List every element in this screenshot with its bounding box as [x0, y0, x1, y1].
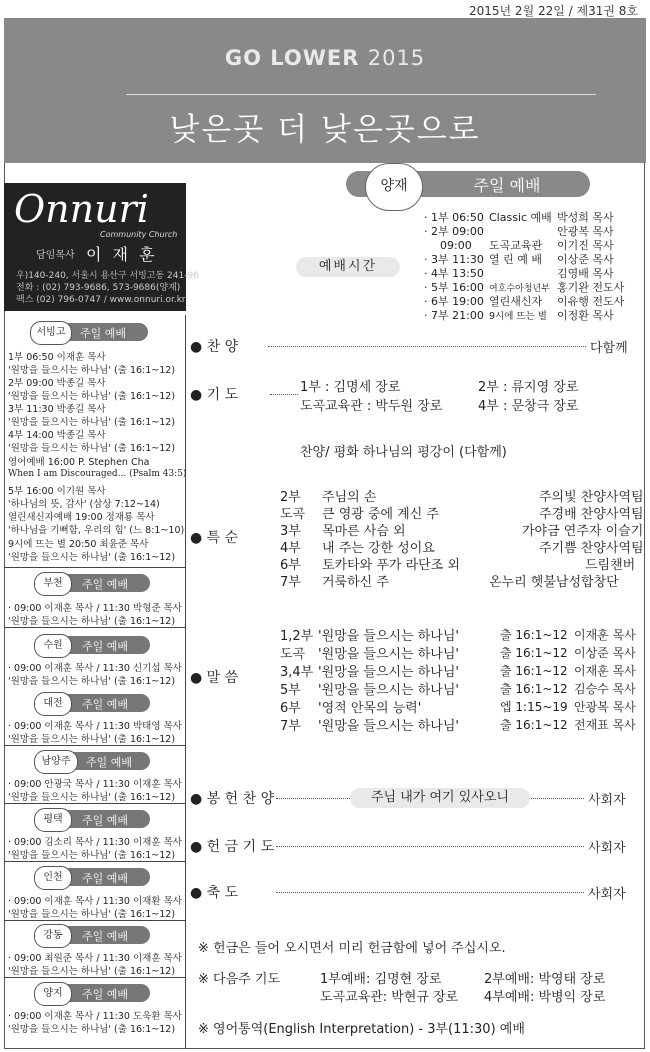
campus-title: 주일 예배: [82, 872, 129, 885]
campus-line: · 09:00 이재훈 목사 / 11:30 신기섭 목사: [8, 663, 182, 674]
time-row: · 2부 09:00 안광복 목사: [424, 225, 614, 238]
offering-song-title: 주님 내가 여기 있사오니: [350, 788, 530, 808]
sermon-preacher: 안광복 목사: [574, 700, 636, 714]
campus-location: 서빙고: [30, 321, 72, 345]
campus-location: 평택: [34, 808, 72, 832]
divider: [4, 803, 185, 804]
campus-line: 9시에 뜨는 별 20:50 최윤준 목사: [8, 539, 149, 550]
campus-line: '원망을 들으시는 하나님' (출 16:1~12): [8, 616, 176, 627]
special-part: 7부: [280, 575, 301, 590]
campus-line: '하나님을 기뻐함, 우리의 힘' (느 8:1~10): [8, 525, 185, 536]
english-interpretation-note: ※ 영어통역(English Interpretation) - 3부(11:30) 예배: [198, 1022, 525, 1037]
campus-line: · 09:00 이재훈 목사 / 11:30 이재환 목사: [8, 896, 182, 907]
prayer-item: 2부 : 류지영 장로: [478, 380, 579, 395]
issue-date: 2015년 2월 22일 / 제31권 8호: [468, 4, 638, 18]
divider: [4, 745, 185, 746]
sermon-title: '원망을 들으시는 하나님': [318, 665, 459, 680]
campus-line: '원망을 들으시는 하나님' (출 16:1~12): [8, 909, 176, 920]
banner-year: 2015: [367, 46, 426, 70]
special-performer: 온누리 헷불남성합창단: [489, 575, 619, 590]
next-prayer-item: 4부예배: 박병익 장로: [484, 990, 606, 1005]
campus-title: 주일 예배: [82, 930, 129, 943]
banner-kor-title: 낮은곳 더 낮은곳으로: [169, 112, 481, 148]
next-prayer-label: ※ 다음주 기도: [198, 972, 280, 987]
sermon-preacher: 이재훈 목사: [574, 628, 636, 642]
campus-line: '원망을 들으시는 하나님' (출 16:1~12): [8, 417, 176, 428]
divider: [4, 567, 185, 568]
prayer-item: 도곡교육관 : 박두원 장로: [300, 399, 443, 414]
campus-title: 주일 예배: [82, 578, 129, 591]
campus-line: · 09:00 안광국 목사 / 11:30 이재훈 목사: [8, 779, 182, 790]
campus-line: · 09:00 이재훈 목사 / 11:30 박형준 목사: [8, 603, 182, 614]
pastor-role: 담임목사: [36, 250, 75, 261]
campus-line: '원망을 들으시는 하나님' (출 16:1~12): [8, 365, 176, 376]
time-row: · 7부 21:00 9시에 뜨는 별 이정환 목사: [424, 309, 614, 322]
dotted-leader: [276, 846, 584, 847]
time-row: · 6부 19:00 열린새신자 이유행 전도사: [424, 295, 625, 308]
campus-location: 양지: [34, 982, 72, 1006]
church-logo-sub: Community Church: [100, 230, 178, 239]
special-title: 내 주는 강한 성이요: [322, 541, 435, 556]
special-label: ● 특 순: [190, 530, 239, 546]
sermon-title: '원망을 들으시는 하나님': [318, 719, 459, 734]
campus-line: · 09:00 김소리 목사 / 11:30 이재훈 목사: [8, 837, 182, 848]
sermon-title: '원망을 들으시는 하나님': [318, 683, 459, 698]
campus-line: '원망을 들으시는 하나님' (출 16:1~12): [8, 676, 176, 687]
campus-line: '원망을 들으시는 하나님' (출 16:1~12): [8, 1024, 176, 1035]
campus-title: 주일 예배: [82, 640, 129, 653]
special-part: 2부: [280, 490, 301, 505]
sermon-title: '영적 안목의 능력': [318, 701, 422, 716]
campus-line: '원망을 들으시는 하나님' (출 16:1~12): [8, 966, 176, 977]
offering-song-label: ● 봉 헌 찬 양: [190, 791, 275, 807]
special-performer: 주기쁨 찬양사역팀: [539, 541, 644, 556]
campus-title: 주일 예배: [82, 698, 129, 711]
special-part: 3부: [280, 524, 301, 539]
prayer-label: ● 기 도: [190, 387, 239, 403]
sermon-scripture: 출 16:1~12: [500, 646, 568, 660]
campus-line: '원망을 들으시는 하나님' (출 16:1~12): [8, 792, 176, 803]
time-row: · 1부 06:50 Classic 예배 박성희 목사: [424, 211, 614, 224]
banner: [4, 18, 646, 163]
time-row: · 4부 13:50 김영배 목사: [424, 267, 614, 280]
church-logo: Onnuri: [14, 187, 149, 231]
campus-line: · 09:00 이재훈 목사 / 11:30 도욱환 목사: [8, 1011, 182, 1022]
campus-line: 5부 16:00 이기원 목사: [8, 486, 106, 497]
yangjae-title: 주일 예배: [473, 176, 541, 195]
campus-location: 남양주: [34, 750, 78, 774]
praise-label: ● 찬 양: [190, 339, 239, 355]
special-performer: 주경배 찬양사역팀: [539, 507, 644, 522]
campus-line: · 09:00 최원준 목사 / 11:30 이재훈 목사: [8, 953, 182, 964]
campus-location: 수원: [34, 634, 72, 658]
campus-line: '원망을 들으시는 하나님' (출 16:1~12): [8, 443, 176, 454]
sermon-part: 3,4부: [280, 665, 314, 680]
sermon-scripture: 출 16:1~12: [500, 664, 568, 678]
campus-line: 1부 06:50 이재훈 목사: [8, 352, 106, 363]
benediction-leader: 사회자: [588, 887, 626, 902]
campus-line: '원망을 들으시는 하나님' (출 16:1~12): [8, 850, 176, 861]
dotted-leader: [276, 892, 584, 893]
sermon-preacher: 이재훈 목사: [574, 664, 636, 678]
church-phone: 전화 : (02) 793-9686, 573-9686(양재): [16, 283, 181, 293]
special-title: 거룩하신 주: [322, 575, 389, 590]
time-row: · 5부 16:00 여호수아청년부 홍기완 전도사: [424, 281, 625, 294]
special-part: 4부: [280, 541, 301, 556]
prayer-item: 4부 : 문창극 장로: [478, 399, 579, 414]
sermon-part: 1,2부: [280, 629, 314, 644]
sermon-scripture: 출 16:1~12: [500, 628, 568, 642]
yangjae-location: 양재: [380, 178, 408, 194]
campus-title: 주일 예배: [80, 327, 127, 340]
pastor-name: 이 재 훈: [86, 245, 158, 264]
campus-location: 인천: [34, 866, 72, 890]
campus-title: 주일 예배: [82, 814, 129, 827]
special-part: 도곡: [280, 507, 306, 522]
campus-line: 4부 14:00 박종길 목사: [8, 430, 106, 441]
time-row: 09:00 도곡교육관 이기진 목사: [440, 239, 614, 252]
campus-location: 강동: [34, 924, 72, 948]
offering-prayer-label: ● 헌 금 기 도: [190, 839, 275, 855]
sermon-title: '원망을 들으시는 하나님': [318, 647, 459, 662]
sermon-preacher: 전재표 목사: [574, 718, 636, 732]
campus-location: 부천: [34, 572, 72, 596]
offering-note: ※ 헌금은 들어 오시면서 미리 헌금함에 넣어 주십시오.: [198, 941, 506, 956]
special-performer: 드림챈버: [585, 558, 636, 573]
special-title: 토카타와 푸가 라단조 외: [322, 558, 460, 573]
worship-time-label: 예배시간: [296, 257, 400, 277]
time-row: · 3부 11:30 열 린 예 배 이상준 목사: [424, 253, 614, 266]
campus-line: '원망을 들으시는 하나님' (출 16:1~12): [8, 552, 176, 563]
campus-line: '원망을 들으시는 하나님' (출 16:1~12): [8, 734, 176, 745]
offering-song-leader: 사회자: [588, 793, 626, 808]
campus-title: 주일 예배: [86, 756, 133, 769]
sermon-part: 5부: [280, 683, 301, 698]
banner-eng-text: GO LOWER: [224, 46, 360, 70]
special-part: 6부: [280, 558, 301, 573]
prayer-item: 1부 : 김명세 장로: [300, 380, 401, 395]
sermon-part: 도곡: [280, 647, 306, 662]
church-address: 우)140-240, 서울시 용산구 서빙고동 241-96: [16, 271, 199, 281]
campus-line: 3부 11:30 박종길 목사: [8, 404, 106, 415]
campus-line: 열린새신자예배 19:00 정재룡 목사: [8, 512, 155, 523]
special-title: 목마른 사슴 외: [322, 524, 406, 539]
special-performer: 주의빛 찬양사역팀: [539, 490, 644, 505]
dotted-leader: [268, 346, 586, 347]
praise-leader: 다함께: [590, 341, 628, 356]
campus-line: · 09:00 이재훈 목사 / 11:30 박태영 목사: [8, 721, 182, 732]
sermon-label: ● 말 씀: [190, 670, 239, 686]
next-prayer-item: 도곡교육관: 박현규 장로: [320, 990, 459, 1005]
sermon-part: 6부: [280, 701, 301, 716]
sermon-part: 7부: [280, 719, 301, 734]
sermon-preacher: 이상준 목사: [574, 646, 636, 660]
church-fax-web: 팩스 (02) 796-0747 / www.onnuri.or.kr: [16, 295, 186, 305]
divider: [4, 861, 185, 862]
campus-title: 주일 예배: [82, 988, 129, 1001]
sermon-scripture: 출 16:1~12: [500, 718, 568, 732]
sermon-scripture: 출 16:1~12: [500, 682, 568, 696]
divider: [4, 627, 185, 628]
dotted-leader: [270, 394, 298, 395]
next-prayer-item: 1부예배: 김명현 장로: [320, 972, 442, 987]
divider: [4, 920, 185, 921]
special-title: 주님의 손: [322, 490, 377, 505]
banner-divider: [126, 94, 596, 95]
campus-location: 대전: [34, 692, 72, 716]
sermon-title: '원망을 들으시는 하나님': [318, 629, 459, 644]
sermon-scripture: 엡 1:15~19: [500, 700, 568, 714]
benediction-label: ● 축 도: [190, 885, 239, 901]
next-prayer-item: 2부예배: 박영태 장로: [484, 972, 606, 987]
campus-line: '원망을 들으시는 하나님' (출 16:1~12): [8, 391, 176, 402]
prayer-song: 찬양/ 평화 하나님의 평강이 (다함께): [300, 445, 507, 460]
special-performer: 가야금 연주자 이슬기: [522, 524, 644, 539]
campus-line: 영어예배 16:00 P. Stephen Cha: [8, 457, 150, 468]
campus-line: 2부 09:00 박종길 목사: [8, 378, 106, 389]
divider: [4, 977, 185, 978]
banner-eng-title: [4, 46, 646, 70]
campus-line: '하나님의 뜻, 감사' (삼상 7:12~14): [8, 499, 160, 510]
sermon-preacher: 김승수 목사: [574, 682, 636, 696]
campus-line: When I am Discouraged... (Psalm 43:5): [8, 469, 187, 479]
special-title: 큰 영광 중에 계신 주: [322, 507, 439, 522]
offering-prayer-leader: 사회자: [588, 841, 626, 856]
